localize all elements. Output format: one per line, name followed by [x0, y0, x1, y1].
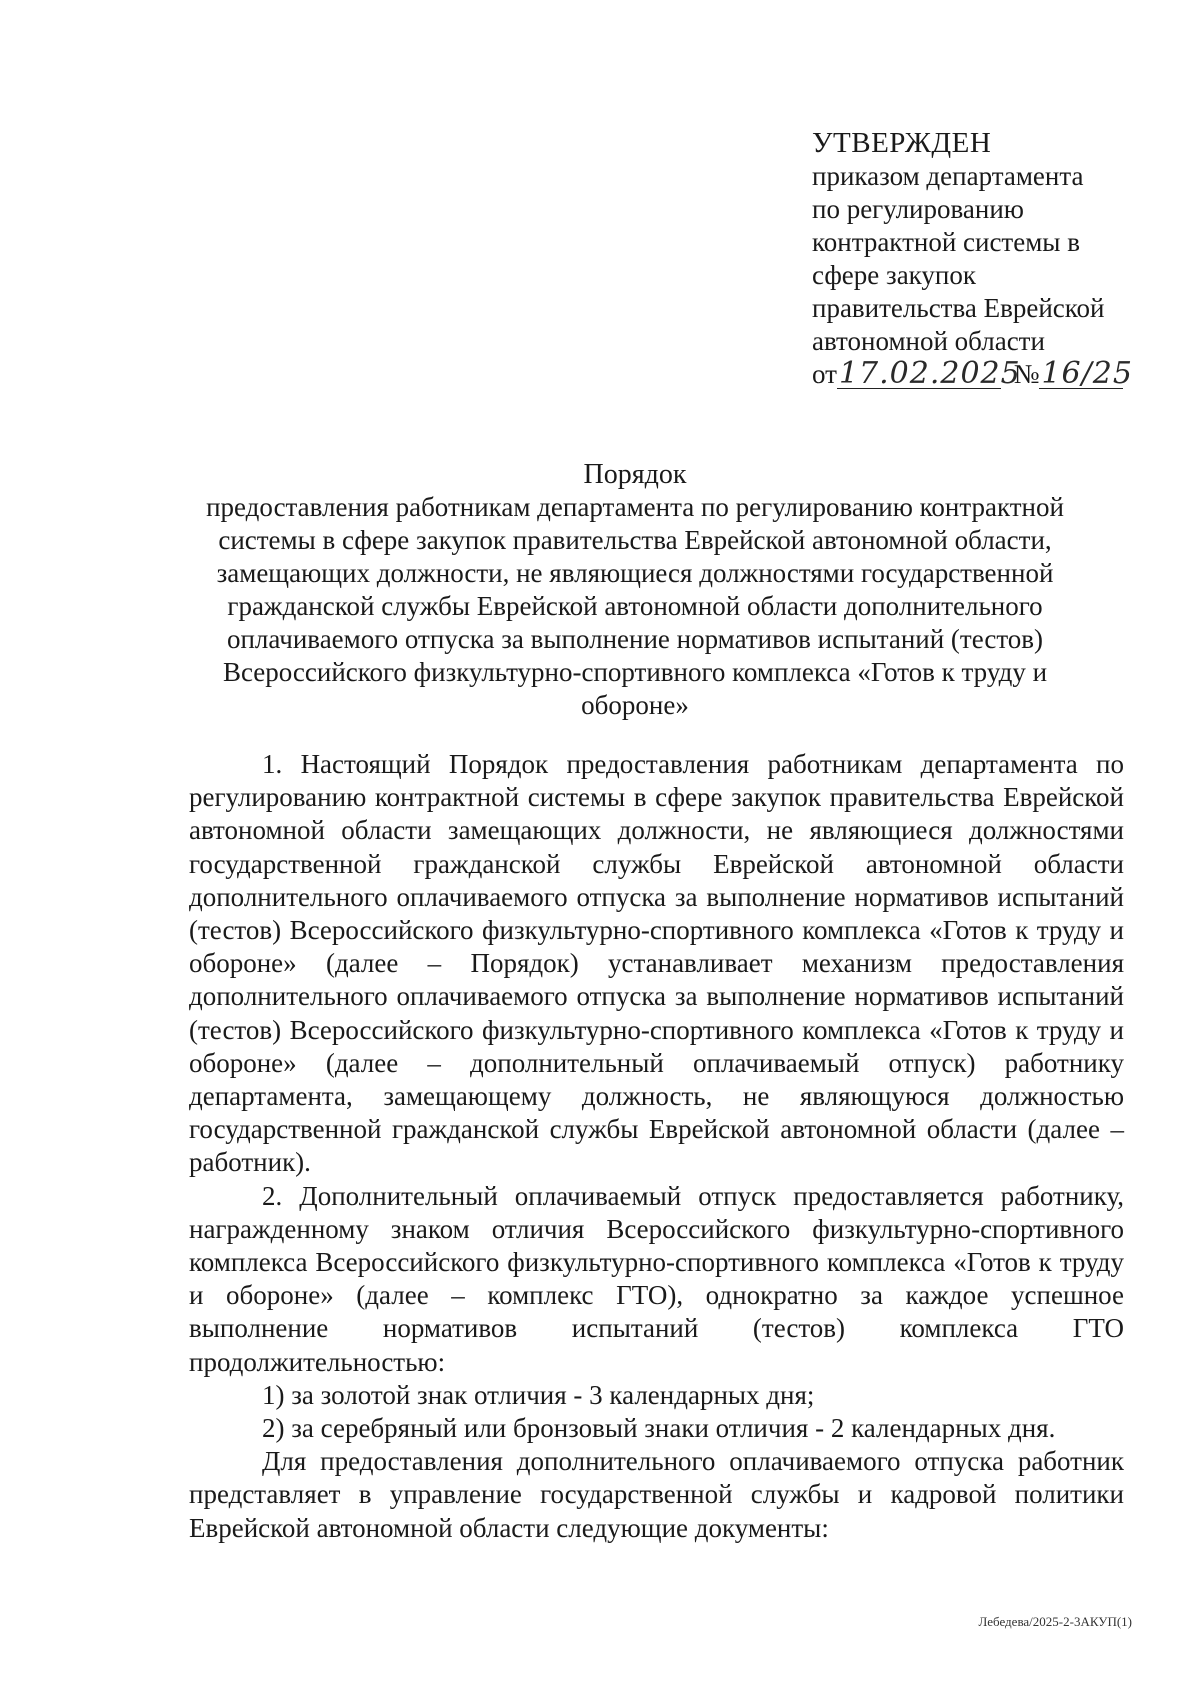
- title-line: обороне»: [581, 690, 689, 720]
- document-title: Порядок: [583, 459, 687, 490]
- title-line: гражданской службы Еврейской автономной области дополнительного: [227, 591, 1043, 621]
- title-line: оплачиваемого отпуска за выполнение нормативов испытаний (тестов): [226, 624, 1044, 654]
- approval-line: контрактной системы в: [812, 227, 1080, 257]
- approval-number-prefix: №: [1013, 359, 1040, 389]
- handwritten-date: 17.02.2025: [838, 356, 1021, 391]
- paragraph-documents: Для предоставления дополнительного оплачиваемого отпуска работник представляет в управление государственной службы и кадровой политики Еврейской автономной области следующие документы:: [189, 1446, 1124, 1543]
- title-line: системы в сфере закупок правительства Еврейской автономной области,: [218, 525, 1052, 555]
- approval-line: приказом департамента: [812, 161, 1084, 191]
- handwritten-number: 16/25: [1041, 356, 1133, 391]
- document-title-block: [190, 458, 1080, 722]
- document-body: [189, 748, 1124, 1545]
- list-item: 1) за золотой знак отличия - 3 календарных дня;: [262, 1379, 815, 1410]
- footer-document-code: Лебедева/2025-2-3АКУП(1): [978, 1614, 1132, 1629]
- approval-date-number-line: [812, 358, 1152, 394]
- title-line: Всероссийского физкультурно-спортивного комплекса «Готов к труду и: [222, 657, 1048, 687]
- title-line: предоставления работникам департамента по регулированию контрактной: [206, 492, 1064, 522]
- approval-heading: УТВЕРЖДЕН: [812, 127, 992, 159]
- paragraph-1: 1. Настоящий Порядок предоставления работникам департамента по регулированию контрактной системы в сфере закупок правительства Еврейской автономной области замещающих должности, не являющиеся должностями государственной гражданской службы Еврейской автономной области дополнительного оплачиваемого отпуска за выполнение нормативов испытаний (тестов) Всероссийского физкультурно-спортивного комплекса «Готов к труду и обороне» (далее – Порядок) устанавливает механизм предоставления дополнительного оплачиваемого отпуска за выполнение нормативов испытаний (тестов) Всероссийского физкультурно-спортивного комплекса «Готов к труду и обороне» (далее – дополнительный оплачиваемый отпуск) работнику департамента, замещающему должность, не являющуюся должностью государственной гражданской службы Еврейской автономной области (далее – работник).: [189, 749, 1124, 1178]
- paragraph-2: 2. Дополнительный оплачиваемый отпуск предоставляется работнику, награжденному знаком отличия Всероссийского физкультурно-спортивного комплекса Всероссийского физкультурно-спортивного комплекса «Готов к труду и обороне» (далее – комплекс ГТО), однократно за каждое успешное выполнение нормативов испытаний (тестов) комплекса ГТО продолжительностью:: [189, 1180, 1124, 1377]
- list-item: 2) за серебряный или бронзовый знаки отличия - 2 календарных дня.: [262, 1413, 1056, 1444]
- title-line: замещающих должности, не являющиеся должностями государственной: [216, 558, 1054, 588]
- approval-line: правительства Еврейской: [812, 293, 1105, 323]
- approval-block: [812, 126, 1152, 394]
- approval-line: автономной области: [812, 326, 1045, 356]
- approval-from-prefix: от: [812, 359, 837, 389]
- approval-line: сфере закупок: [812, 260, 976, 290]
- approval-line: по регулированию: [812, 194, 1024, 224]
